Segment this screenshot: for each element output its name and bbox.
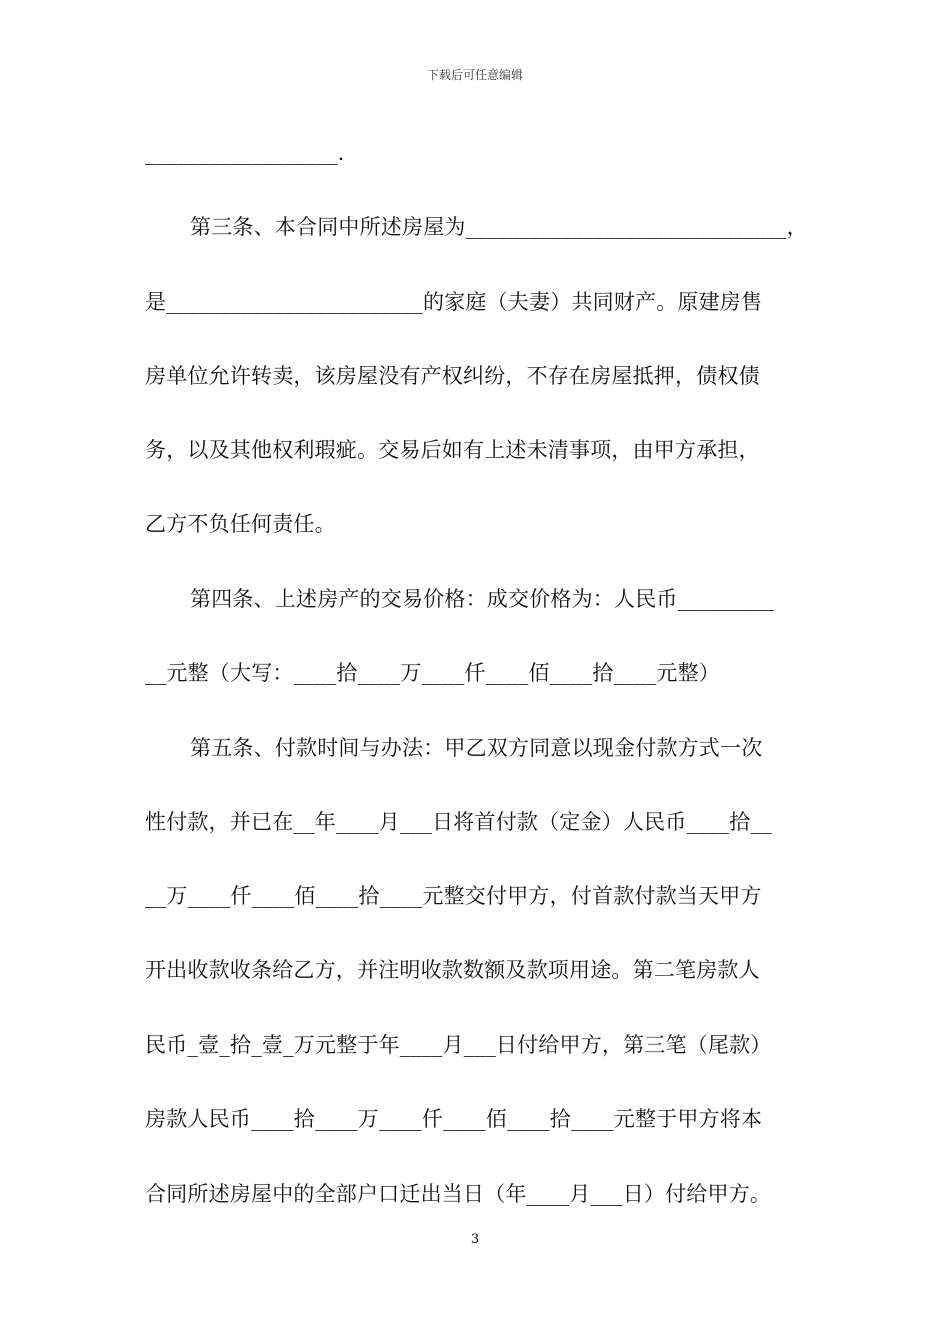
text-line: __________________. (145, 141, 345, 165)
text-line: __元整（大写：____拾____万____仟____佰____拾____元整） (145, 661, 720, 685)
text-line: 是________________________的家庭（夫妻）共同财产。原建房售 (145, 290, 763, 314)
text-line: 民币_壹_拾_壹_万元整于年____月___日付给甲方，第三笔（尾款） (145, 1033, 772, 1057)
text-line: 开出收款收条给乙方，并注明收款数额及款项用途。第二笔房款人 (145, 958, 760, 982)
page-number: 3 (470, 1232, 480, 1247)
article-5-heading-line: 第五条、付款时间与办法：甲乙双方同意以现金付款方式一次 (190, 736, 763, 760)
text-line: 务，以及其他权利瑕疵。交易后如有上述未清事项，由甲方承担， (145, 438, 760, 462)
page-header-note: 下载后可任意编辑 (426, 68, 523, 82)
text-line: 乙方不负任何责任。 (145, 512, 336, 536)
text-line: 房款人民币____拾____万____仟____佰____拾____元整于甲方将本 (145, 1107, 763, 1131)
article-4-heading-line: 第四条、上述房产的交易价格：成交价格为：人民币_________ (190, 587, 774, 611)
article-3-heading-line: 第三条、本合同中所述房屋为______________________________， (190, 215, 808, 239)
text-line: 房单位允许转卖，该房屋没有产权纠纷，不存在房屋抵押，债权债 (145, 364, 760, 388)
text-line: __万____仟____佰____拾____元整交付甲方，付首款付款当天甲方 (145, 884, 762, 908)
text-line: 性付款，并已在__年____月___日将首付款（定金）人民币____拾__ (145, 810, 772, 834)
text-line: 合同所述房屋中的全部户口迁出当日（年____月___日）付给甲方。 (145, 1182, 772, 1206)
